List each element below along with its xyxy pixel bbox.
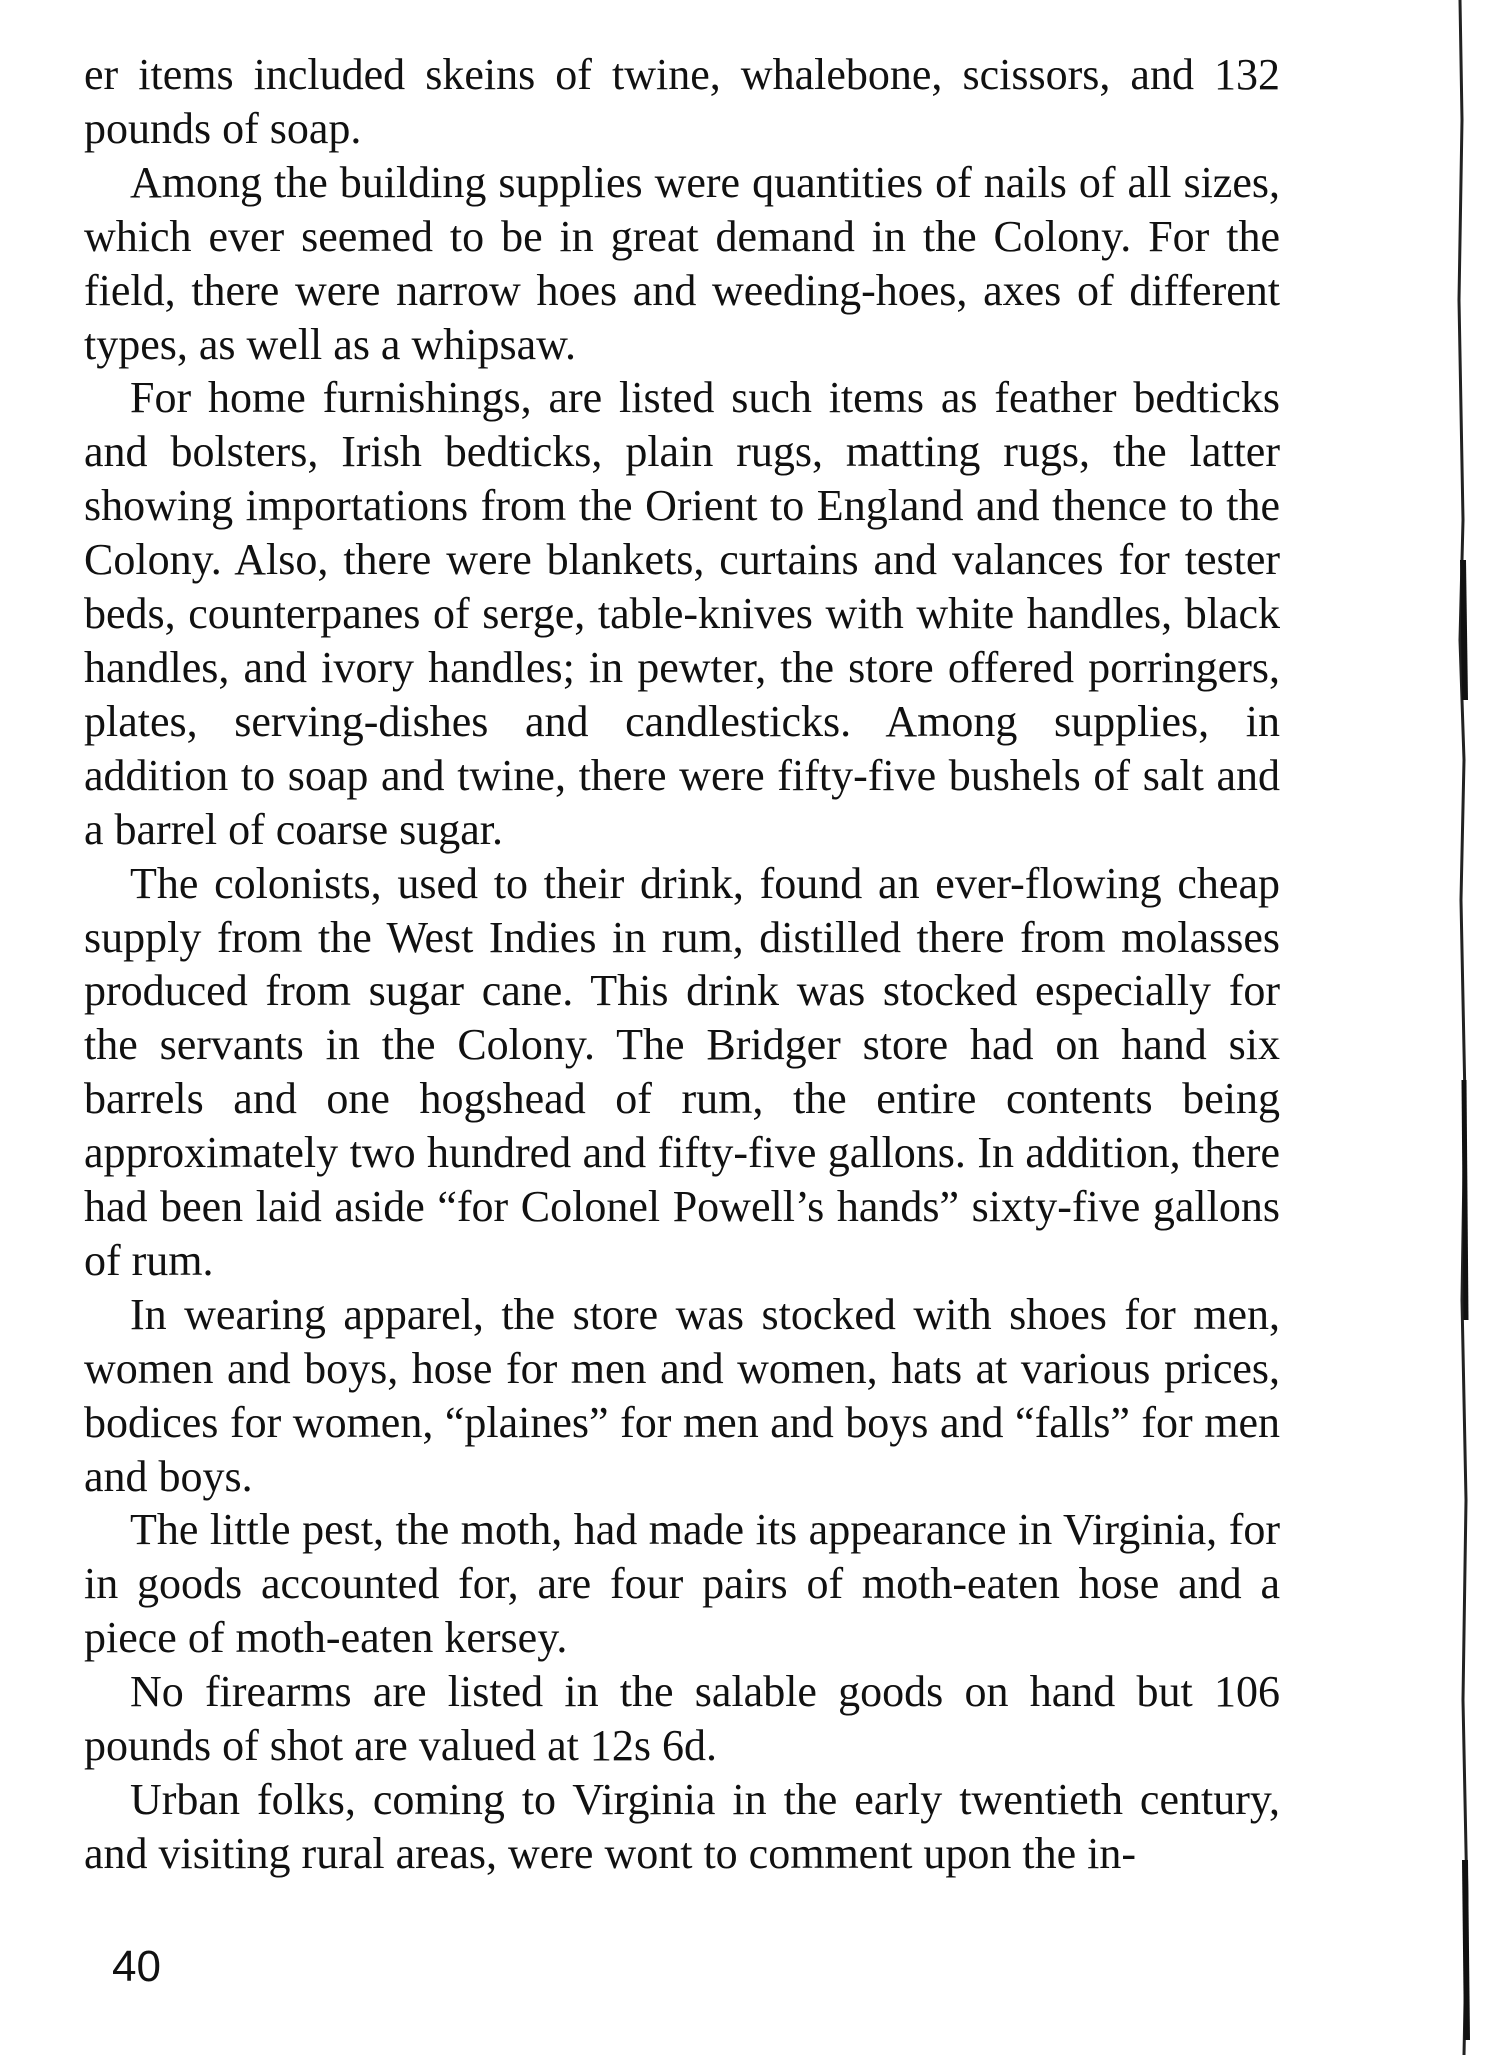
paragraph: The little pest, the moth, had made its appearance in Virginia, for in goods accounted for, are four pairs of moth-eaten hose and a piece of moth-eaten kersey.	[84, 1505, 1280, 1663]
paragraph: The colonists, used to their drink, found an ever-flowing cheap supply from the West Indies in rum, distilled there from molasses produced from sugar cane. This drink was stocked especially for the servants in the Colony. The Bridger store had on hand six barrels and one hogshead of rum, the entire contents being approximately two hundred and fifty-five gallons. In addition, there had been laid aside “for Colonel Powell’s hands” sixty-five gallons of rum.	[84, 858, 1280, 1285]
page-number: 40	[112, 1942, 161, 1991]
binding-edge-shadow	[1446, 0, 1486, 2055]
paragraph: In wearing apparel, the store was stocked with shoes for men, women and boys, hose for men and women, hats at various prices, bodices for women, “plaines” for men and boys and “falls” for men and boys.	[84, 1289, 1280, 1501]
paragraph: Urban folks, coming to Virginia in the early twentieth century, and visiting rural areas, were wont to comment upon the in-	[84, 1775, 1280, 1878]
paragraph: For home furnishings, are listed such items as feather bedticks and bolsters, Irish bedticks, plain rugs, matting rugs, the latter showing importations from the Orient to England and thence to the Colony. Also, there were blankets, curtains and valances for tester beds, counterpanes of serge, table-knives with white handles, black handles, and ivory handles; in pewter, the store offered porringers, plates, serving-dishes and candlesticks. Among supplies, in addition to soap and twine, there were fifty-five bushels of salt and a barrel of coarse sugar.	[84, 373, 1280, 854]
paragraph: No firearms are listed in the salable goods on hand but 106 pounds of shot are valued at 12s 6d.	[84, 1667, 1280, 1771]
paragraph: Among the building supplies were quantities of nails of all sizes, which ever seemed to be in great demand in the Colony. For the field, there were narrow hoes and weeding-hoes, axes of different types, as well as a whipsaw.	[84, 157, 1280, 369]
paragraph: er items included skeins of twine, whalebone, scissors, and 132 pounds of soap.	[84, 50, 1280, 153]
body-text	[84, 48, 1280, 1881]
